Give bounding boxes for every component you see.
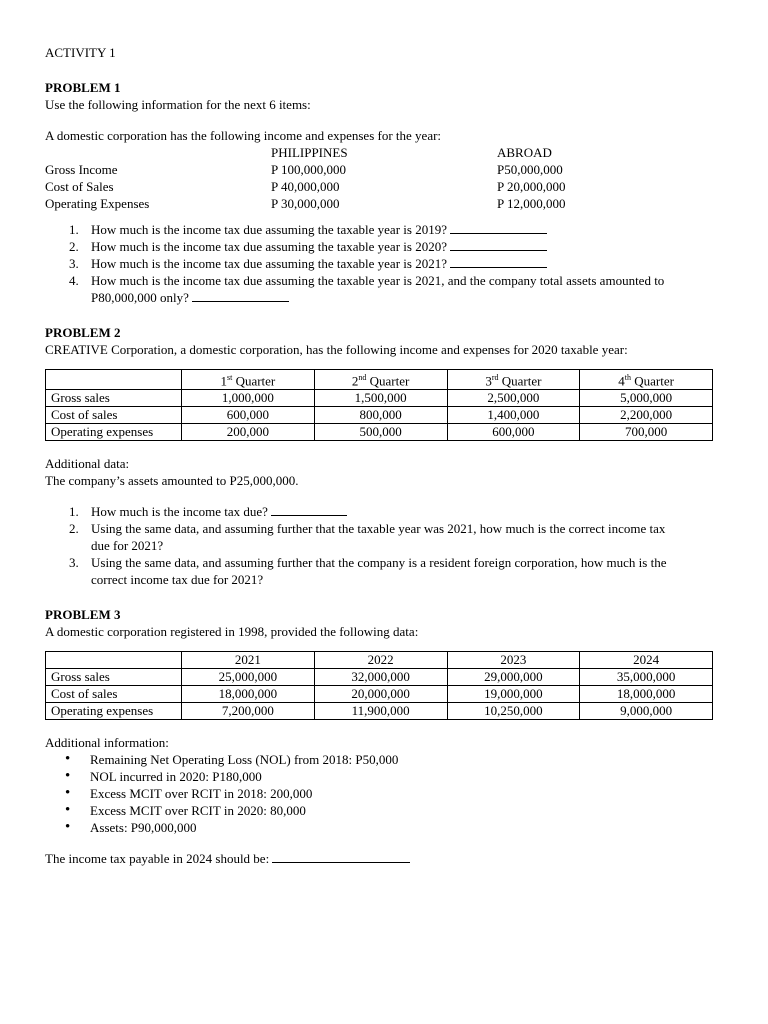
table-cell: 1,400,000: [447, 407, 580, 424]
problem2-additional-text: The company’s assets amounted to P25,000,000.: [45, 473, 299, 489]
table-cell: 35,000,000: [580, 669, 713, 686]
list-item: • Excess MCIT over RCIT in 2018: 200,000: [45, 785, 725, 802]
question-text: How much is the income tax due assuming the taxable year is 2021?: [91, 256, 447, 271]
question-number: 2.: [69, 521, 79, 537]
table-cell: 29,000,000: [447, 669, 580, 686]
row-label: Cost of sales: [46, 686, 182, 703]
question-item: [45, 520, 725, 554]
answer-blank[interactable]: [192, 289, 289, 302]
problem1-income-grid: [45, 144, 725, 211]
problem2-quarterly-table: [45, 369, 713, 441]
table-cell: 7,200,000: [182, 703, 315, 720]
year-header: 2022: [314, 652, 447, 669]
column-header-abroad: ABROAD: [497, 145, 552, 160]
answer-blank[interactable]: [272, 850, 410, 863]
quarter-header: 2nd Quarter: [314, 370, 447, 390]
table-row: [46, 390, 713, 407]
table-cell: 9,000,000: [580, 703, 713, 720]
quarter-header: 4th Quarter: [580, 370, 713, 390]
question-text: Using the same data, and assuming further that the taxable year was 2021, how much is the correct income tax: [91, 521, 666, 537]
table-cell: 2,500,000: [447, 390, 580, 407]
question-text: How much is the income tax due assuming the taxable year is 2021, and the company total assets amounted to: [91, 273, 665, 288]
table-cell: 10,250,000: [447, 703, 580, 720]
activity-title: ACTIVITY 1: [45, 45, 116, 60]
table-cell: 800,000: [314, 407, 447, 424]
table-header-row: [46, 652, 713, 669]
question-item: [45, 554, 725, 588]
list-item: • Excess MCIT over RCIT in 2020: 80,000: [45, 802, 725, 819]
ph-value: P 40,000,000: [271, 179, 340, 194]
row-label: Operating Expenses: [45, 196, 150, 211]
table-cell: 18,000,000: [182, 686, 315, 703]
final-question-text: The income tax payable in 2024 should be:: [45, 851, 270, 867]
table-cell: 11,900,000: [314, 703, 447, 720]
table-cell: 19,000,000: [447, 686, 580, 703]
row-label: Cost of sales: [46, 407, 182, 424]
problem3-heading: PROBLEM 3: [45, 607, 121, 623]
question-text-cont: due for 2021?: [91, 538, 164, 554]
answer-blank[interactable]: [271, 503, 347, 516]
table-cell: 18,000,000: [580, 686, 713, 703]
problem3-description: A domestic corporation registered in 1998, provided the following data:: [45, 624, 419, 640]
quarter-header: 1st Quarter: [182, 370, 315, 390]
abroad-value: P50,000,000: [497, 162, 563, 177]
problem2-description: CREATIVE Corporation, a domestic corporation, has the following income and expenses for 2020 taxable year:: [45, 342, 628, 357]
table-cell: 600,000: [182, 407, 315, 424]
question-number: 3.: [69, 555, 79, 571]
table-header-row: [46, 370, 713, 390]
table-row: [46, 407, 713, 424]
answer-blank[interactable]: [450, 255, 547, 268]
question-item: [45, 272, 725, 306]
row-label: Operating expenses: [46, 424, 182, 441]
answer-blank[interactable]: [450, 238, 547, 251]
problem1-description: A domestic corporation has the following income and expenses for the year:: [45, 128, 442, 143]
year-header: 2021: [182, 652, 315, 669]
table-cell: 200,000: [182, 424, 315, 441]
question-item: [45, 238, 725, 255]
year-header: 2023: [447, 652, 580, 669]
answer-blank[interactable]: [450, 221, 547, 234]
problem3-yearly-table: [45, 651, 713, 720]
row-label: Cost of Sales: [45, 179, 114, 194]
table-cell: 600,000: [447, 424, 580, 441]
abroad-value: P 20,000,000: [497, 179, 566, 194]
table-row: [46, 686, 713, 703]
quarter-header: 3rd Quarter: [447, 370, 580, 390]
row-label: Operating expenses: [46, 703, 182, 720]
table-corner-cell: [46, 370, 182, 390]
document-page: [45, 44, 725, 867]
ph-value: P 30,000,000: [271, 196, 340, 211]
question-number: 2.: [69, 239, 79, 254]
problem2-additional-label: Additional data:: [45, 456, 130, 472]
problem1-intro: Use the following information for the next 6 items:: [45, 97, 311, 112]
table-corner-cell: [46, 652, 182, 669]
question-text: How much is the income tax due?: [91, 504, 268, 520]
question-item: [45, 221, 725, 238]
problem1-questions: [45, 221, 725, 306]
question-number: 1.: [69, 504, 79, 520]
column-header-philippines: PHILIPPINES: [271, 145, 348, 160]
question-item: [45, 503, 725, 520]
problem3-additional-label: Additional information:: [45, 735, 169, 751]
list-item: • NOL incurred in 2020: P180,000: [45, 768, 725, 785]
table-cell: 5,000,000: [580, 390, 713, 407]
table-cell: 25,000,000: [182, 669, 315, 686]
question-number: 4.: [69, 273, 79, 288]
row-label: Gross Income: [45, 162, 118, 177]
abroad-value: P 12,000,000: [497, 196, 566, 211]
problem2-questions: [45, 503, 725, 588]
table-row: [46, 669, 713, 686]
table-cell: 2,200,000: [580, 407, 713, 424]
question-text: How much is the income tax due assuming the taxable year is 2019?: [91, 222, 447, 237]
question-text-cont: P80,000,000 only?: [91, 290, 189, 305]
problem3-bullet-list: [45, 751, 725, 836]
table-cell: 32,000,000: [314, 669, 447, 686]
question-number: 1.: [69, 222, 79, 237]
question-number: 3.: [69, 256, 79, 271]
list-item: • Assets: P90,000,000: [45, 819, 725, 836]
question-text: How much is the income tax due assuming the taxable year is 2020?: [91, 239, 447, 254]
problem1-heading: PROBLEM 1: [45, 80, 121, 95]
table-row: [46, 703, 713, 720]
question-text-cont: correct income tax due for 2021?: [91, 572, 264, 588]
row-label: Gross sales: [46, 390, 182, 407]
question-text: Using the same data, and assuming further that the company is a resident foreign corporation, how much is the: [91, 555, 667, 571]
table-row: [46, 424, 713, 441]
ph-value: P 100,000,000: [271, 162, 346, 177]
table-cell: 1,500,000: [314, 390, 447, 407]
table-cell: 700,000: [580, 424, 713, 441]
list-item: • Remaining Net Operating Loss (NOL) from 2018: P50,000: [45, 751, 725, 768]
question-item: [45, 255, 725, 272]
problem3-final-question: [45, 850, 725, 867]
row-label: Gross sales: [46, 669, 182, 686]
table-cell: 20,000,000: [314, 686, 447, 703]
problem2-heading: PROBLEM 2: [45, 325, 121, 340]
table-cell: 500,000: [314, 424, 447, 441]
year-header: 2024: [580, 652, 713, 669]
table-cell: 1,000,000: [182, 390, 315, 407]
